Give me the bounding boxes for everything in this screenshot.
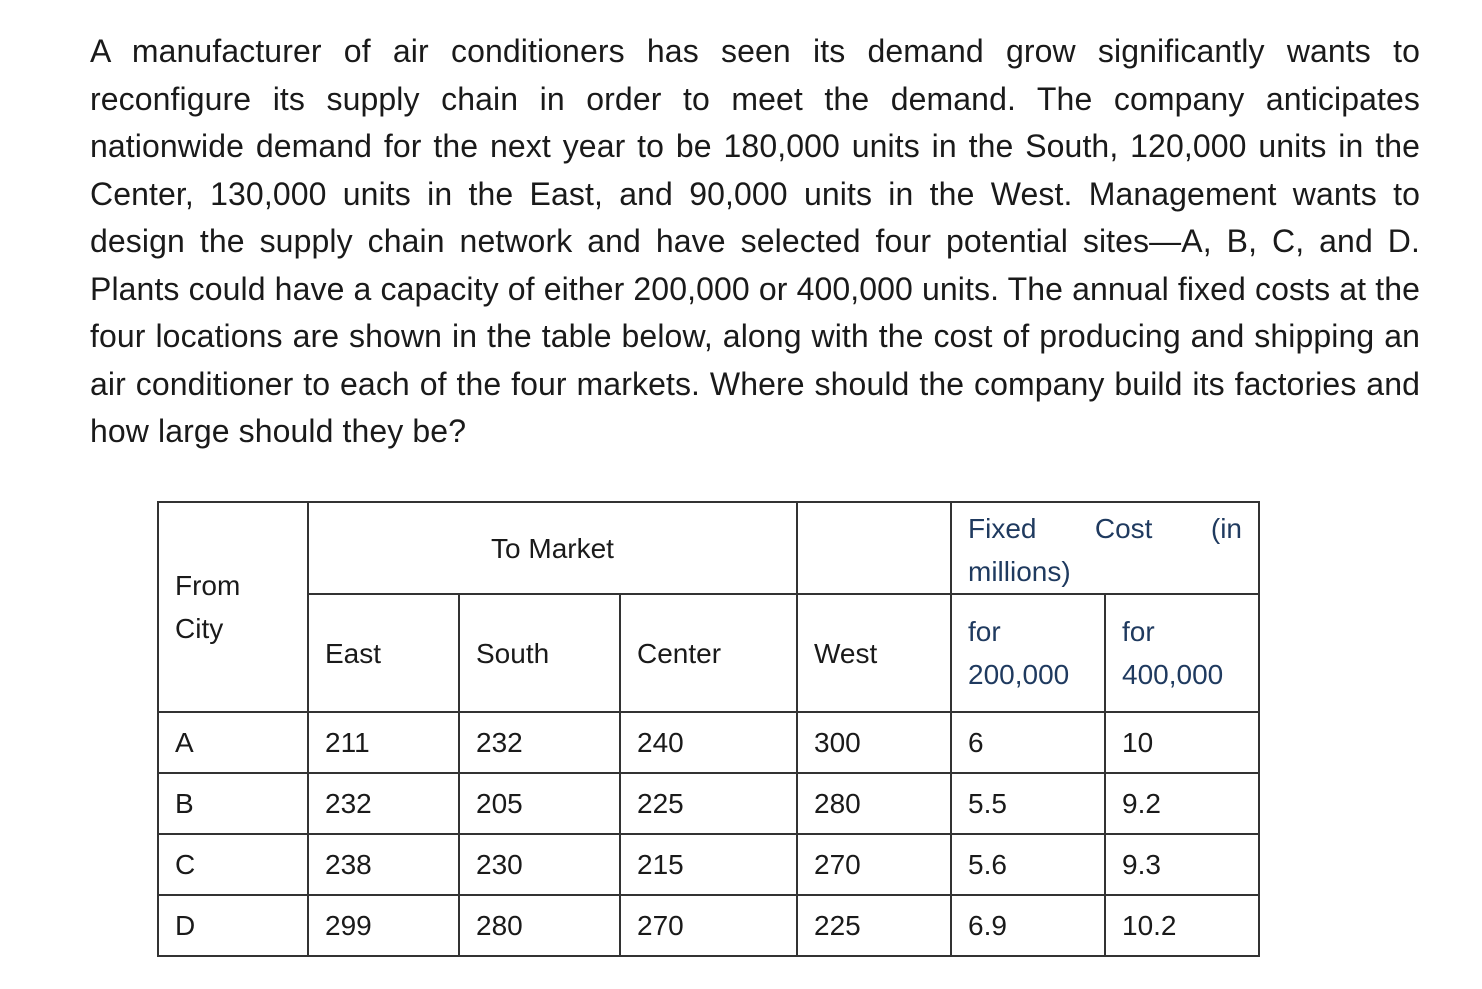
cell-south: 232 xyxy=(459,712,620,773)
cell-center: 215 xyxy=(620,834,797,895)
cell-fixed-400: 9.3 xyxy=(1105,834,1259,895)
cell-fixed-400: 10 xyxy=(1105,712,1259,773)
cell-fixed-200: 5.6 xyxy=(951,834,1105,895)
col-header-center: Center xyxy=(620,594,797,712)
col-header-fixed-200: for 200,000 xyxy=(951,594,1105,712)
cell-center: 240 xyxy=(620,712,797,773)
col-header-south: South xyxy=(459,594,620,712)
header-row-2 xyxy=(158,594,1259,712)
cell-east: 211 xyxy=(308,712,459,773)
cell-west: 280 xyxy=(797,773,951,834)
problem-statement: A manufacturer of air conditioners has seen its demand grow significantly wants to reconfigure its supply chain in order to meet the demand. The company anticipates nationwide demand for the next year to be 180,000 units in the South, 120,000 units in the Center, 130,000 units in the East, and 90,000 units in the West. Management wants to design the supply chain network and have selected four potential sites—A, B, C, and D. Plants could have a capacity of either 200,000 or 400,000 units. The annual fixed costs at the four locations are shown in the table below, along with the cost of producing and shipping an air conditioner to each of the four markets. Where should the company build its factories and how large should they be? xyxy=(90,33,1420,449)
cell-south: 205 xyxy=(459,773,620,834)
cell-center: 270 xyxy=(620,895,797,956)
cell-west: 225 xyxy=(797,895,951,956)
cell-fixed-200: 6.9 xyxy=(951,895,1105,956)
table-row xyxy=(158,712,1259,773)
cell-south: 280 xyxy=(459,895,620,956)
from-city-header: From City xyxy=(158,502,308,712)
table-row xyxy=(158,834,1259,895)
header-row-1 xyxy=(158,502,1259,594)
to-market-header: To Market xyxy=(308,502,797,594)
cell-south: 230 xyxy=(459,834,620,895)
cost-table-container xyxy=(157,501,1260,957)
cell-city: C xyxy=(158,834,308,895)
col-header-fixed-400: for 400,000 xyxy=(1105,594,1259,712)
cell-east: 232 xyxy=(308,773,459,834)
cell-west: 270 xyxy=(797,834,951,895)
cell-city: B xyxy=(158,773,308,834)
cell-city: D xyxy=(158,895,308,956)
cell-fixed-200: 5.5 xyxy=(951,773,1105,834)
cell-city: A xyxy=(158,712,308,773)
cell-fixed-200: 6 xyxy=(951,712,1105,773)
table-row xyxy=(158,773,1259,834)
table-row xyxy=(158,895,1259,956)
col-header-west: West xyxy=(797,594,951,712)
cell-fixed-400: 9.2 xyxy=(1105,773,1259,834)
cell-center: 225 xyxy=(620,773,797,834)
cell-east: 299 xyxy=(308,895,459,956)
cell-east: 238 xyxy=(308,834,459,895)
cell-west: 300 xyxy=(797,712,951,773)
col-header-east: East xyxy=(308,594,459,712)
cost-table xyxy=(157,501,1260,957)
cell-fixed-400: 10.2 xyxy=(1105,895,1259,956)
blank-header-cell xyxy=(797,502,951,594)
fixed-cost-header: Fixed Cost (in millions) xyxy=(951,502,1259,594)
